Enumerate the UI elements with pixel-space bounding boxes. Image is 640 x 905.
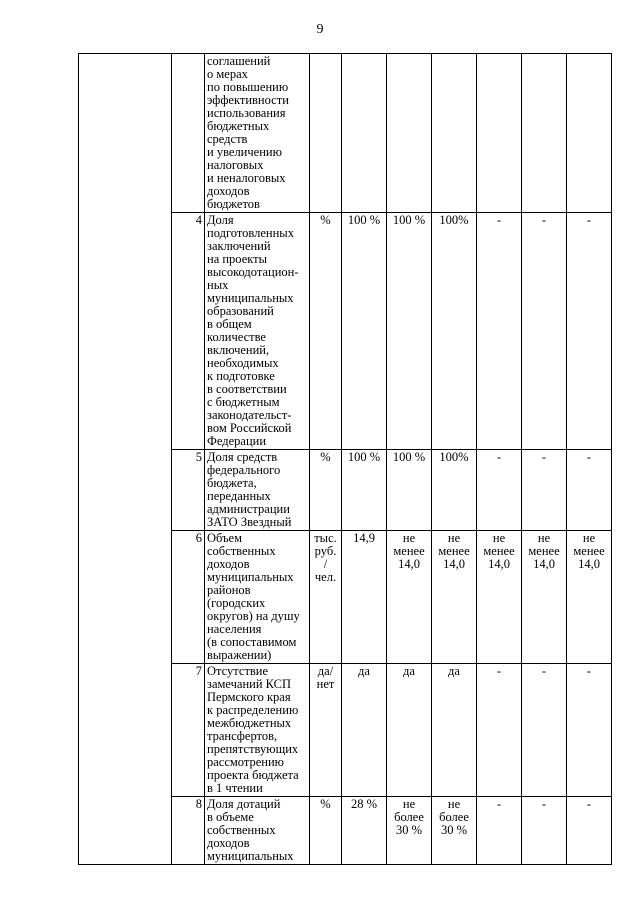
table-row <box>79 54 612 213</box>
value-cell <box>477 54 522 213</box>
row-number <box>172 54 205 213</box>
value-cell: - <box>567 664 612 797</box>
unit-cell: % <box>310 450 342 531</box>
value-cell: - <box>477 213 522 450</box>
value-cell: 100 % <box>342 213 387 450</box>
unit-cell: тыс. руб. / чел. <box>310 531 342 664</box>
value-cell: 14,9 <box>342 531 387 664</box>
value-cell: 100 % <box>387 213 432 450</box>
unit-cell: да/ нет <box>310 664 342 797</box>
row-number: 5 <box>172 450 205 531</box>
value-cell: - <box>567 213 612 450</box>
value-cell: - <box>567 450 612 531</box>
indicator-name: Объем собственных доходов муниципальных районов (городских округов) на душу населения (в сопоставимом выражении) <box>205 531 310 664</box>
indicator-name: Отсутствие замечаний КСП Пермского края к распределению межбюджетных трансфертов, препятствующих рассмотрению проекта бюджета в 1 чтении <box>205 664 310 797</box>
value-cell: 100 % <box>342 450 387 531</box>
value-cell: не менее 14,0 <box>477 531 522 664</box>
value-cell <box>432 54 477 213</box>
unit-cell: % <box>310 797 342 865</box>
value-cell: 28 % <box>342 797 387 865</box>
value-cell: - <box>477 797 522 865</box>
value-cell: - <box>477 664 522 797</box>
row-number: 6 <box>172 531 205 664</box>
merged-program-cell <box>79 54 172 865</box>
value-cell <box>522 54 567 213</box>
value-cell <box>342 54 387 213</box>
row-number: 4 <box>172 213 205 450</box>
value-cell: не менее 14,0 <box>387 531 432 664</box>
value-cell: - <box>477 450 522 531</box>
value-cell: - <box>522 450 567 531</box>
value-cell: - <box>522 213 567 450</box>
value-cell: да <box>387 664 432 797</box>
value-cell: 100% <box>432 213 477 450</box>
page-number: 9 <box>316 22 324 37</box>
indicators-table <box>78 53 612 865</box>
value-cell: не менее 14,0 <box>432 531 477 664</box>
row-number: 8 <box>172 797 205 865</box>
value-cell: не менее 14,0 <box>567 531 612 664</box>
value-cell: - <box>522 664 567 797</box>
unit-cell <box>310 54 342 213</box>
indicator-name: Доля дотаций в объеме собственных доходов муниципальных <box>205 797 310 865</box>
value-cell: - <box>567 797 612 865</box>
value-cell: - <box>522 797 567 865</box>
unit-cell: % <box>310 213 342 450</box>
value-cell: да <box>432 664 477 797</box>
row-number: 7 <box>172 664 205 797</box>
indicator-name: соглашений о мерах по повышению эффективности использования бюджетных средств и увеличению налоговых и неналоговых доходов бюджетов <box>205 54 310 213</box>
value-cell <box>567 54 612 213</box>
indicator-name: Доля средств федерального бюджета, переданных администрации ЗАТО Звездный <box>205 450 310 531</box>
value-cell: не более 30 % <box>387 797 432 865</box>
indicator-name: Доля подготовленных заключений на проекты высокодотацион- ных муниципальных образований в общем количестве включений, необходимых к подготовке в соответствии с бюджетным законодательст- вом Российской Федерации <box>205 213 310 450</box>
value-cell: 100 % <box>387 450 432 531</box>
value-cell: не более 30 % <box>432 797 477 865</box>
value-cell <box>387 54 432 213</box>
value-cell: не менее 14,0 <box>522 531 567 664</box>
value-cell: да <box>342 664 387 797</box>
value-cell: 100% <box>432 450 477 531</box>
